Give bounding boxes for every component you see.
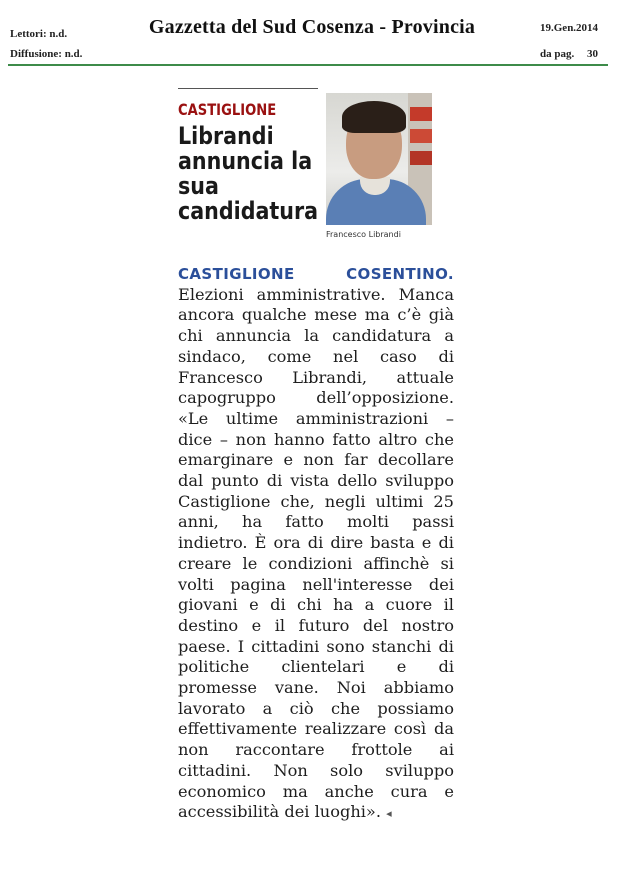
end-of-article-icon: ◂: [386, 807, 392, 821]
issue-date: 19.Gen.2014: [540, 22, 599, 34]
article-body-text: Elezioni amministrative. Manca ancora qualche mese ma c’è già chi annuncia la candidatura a sindaco, come nel caso di Francesco Librandi, attuale capogruppo dell’opposizione. «Le ultime amministrazioni – dice – non hanno fatto altro che emarginare e non far decollare dal punto di vista dello sviluppo Castiglione che, negli ultimi 25 anni, ha fatto molti passi indietro. È ora di dire basta e di creare le condizioni affinchè si volti pagina nell'interesse dei giovani e di chi ha a cuore il destino e il futuro del nostro paese. I cittadini sono stanchi di politiche clientelari e di promesse vane. Noi abbiamo lavorato a ciò che possiamo effettivamente realizzare così da non raccontare frottole ai cittadini. Non solo sviluppo economico ma anche cura e accessibilità dei luoghi».: [178, 284, 454, 822]
readers-label: Lettori: n.d.: [10, 28, 68, 40]
newspaper-masthead: Gazzetta del Sud Cosenza - Provincia: [148, 16, 476, 38]
circulation-label: Diffusione: n.d.: [10, 48, 83, 60]
page-number: 30: [587, 48, 598, 60]
kicker-rule: [178, 88, 318, 89]
article-kicker: CASTIGLIONE: [178, 100, 277, 119]
photo-caption: Francesco Librandi: [326, 230, 401, 239]
page-reference: [540, 48, 598, 60]
article-body: [178, 264, 454, 825]
article-dateline: CASTIGLIONE COSENTINO.: [178, 265, 454, 283]
article-headline: Librandi annuncia la sua candidatura: [178, 122, 319, 225]
portrait-photo: [326, 93, 432, 225]
page-label: da pag.: [540, 48, 575, 60]
header-rule: [8, 64, 608, 66]
